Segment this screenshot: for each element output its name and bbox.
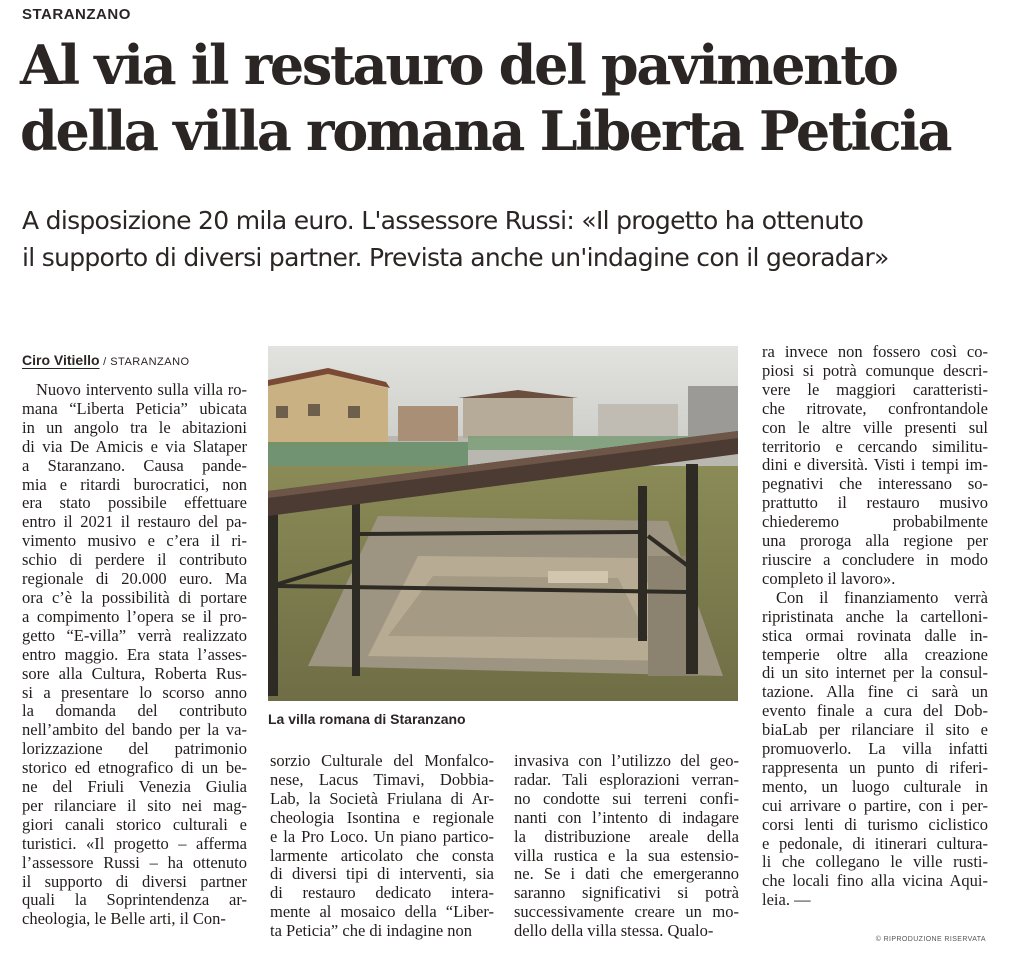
text-line: tazione. Alla fine ci sarà un [762,682,988,702]
railing [358,532,640,534]
text-line: a compimento l’opera se il pro- [22,606,247,626]
text-line: Con il finanziamento verrà [776,587,988,607]
text-line: la distribuzione areale della [514,826,739,846]
text-line: Lab, la Società Friulana di Ar- [270,788,494,808]
text-line: Nuovo intervento sulla villa ro- [36,380,247,399]
text-line: territorio e cercando similitu- [762,436,988,456]
text-line: biaLab per rilanciare il sito e [762,720,988,740]
villa-photo-illustration [268,346,738,701]
copyright-notice: © RIPRODUZIONE RISERVATA [875,936,986,943]
text-line: che locali fino alla vicina Aqui- [762,871,988,891]
text-line: che ritrovate, confrontandole [762,398,988,418]
text-line: chiederemo probabilmente [762,512,988,532]
text-line: nanti con l’intento di indagare [514,807,739,827]
text-line: dello della villa stessa. Qualo- [514,921,714,941]
text-line: radar. Tali esplorazioni verran- [514,769,739,789]
author-name: Ciro Vitiello [22,352,100,368]
subheading [22,202,1012,276]
subheading-line: il supporto di diversi partner. Prevista anche un'indagine con il georadar» [22,243,889,272]
text-line: entro il 2021 il restauro del pa- [22,512,247,532]
text-line: una proroga alla regione per [762,531,988,551]
text-line: entro maggio. Era stata l’asses- [22,644,247,664]
section-label: STARANZANO [22,6,131,23]
text-line: nell’ambito del bando per la va- [22,720,247,740]
text-line: cheologia, le Belle arti, il Con- [22,909,226,929]
text-line: sore alla Cultura, Roberta Rus- [22,663,247,683]
text-line: mana “Liberta Peticia” ubicata [22,398,247,418]
text-line: ora c’è la possibilità di portare [22,587,247,607]
text-line: quali la Soprintendenza ar- [22,890,247,910]
text-line: rappresenta un punto di riferi- [762,757,988,777]
text-line: leia. — [762,890,811,910]
text-line: nese, Lacus Timavi, Dobbia- [270,769,494,789]
shelter-post [268,511,278,696]
article-column-3 [514,752,739,941]
text-line: evento finale a cura del Dob- [762,701,988,721]
text-line: successivamente creare un mo- [514,902,739,922]
villa-photo [268,346,738,701]
text-line: larmente articolato che consta [270,845,494,865]
building [463,398,573,438]
text-line: di un sito internet per la consul- [762,663,988,683]
text-line: mia e ritardi burocratici, non [22,474,247,494]
building [688,386,738,436]
text-line: turistici. «Il progetto – afferma [22,833,247,853]
text-line: prattutto il restauro musivo [762,493,988,513]
text-line: piosi si potrà comunque descri- [762,360,988,380]
text-line: dini e diversità. Visti i tempi im- [762,455,988,475]
text-line: il supporto di diversi partner [22,871,247,891]
byline-location: STARANZANO [110,356,190,368]
text-line: mente al mosaico della “Liber- [270,902,494,922]
headline-line: della villa romana Liberta Peticia [20,99,951,163]
text-line: la domanda del contributo [22,701,247,721]
headline [20,32,1010,164]
text-line: temperie oltre alla creazione [762,644,988,664]
text-line: era stato possibile effettuare [22,493,247,513]
text-line: lorizzazione del patrimonio [22,739,247,759]
byline [22,352,190,368]
headline-line: Al via il restauro del pavimento [20,33,897,97]
text-line: di restauro dedicato intera- [270,883,494,903]
article-column-1 [22,381,247,929]
text-line: si a presentare lo scorso anno [22,682,247,702]
text-line: vimento musivo e c’era il ri- [22,531,247,551]
text-line: storico ed etnografico di un be- [22,758,247,778]
text-line: giori canali storico culturali e [22,814,247,834]
text-line: ra invece non fossero così co- [762,342,988,361]
text-line: stica ormai rovinata dalle in- [762,625,988,645]
text-line: ripristinata anche la cartelloni- [762,606,988,626]
text-line: corsi lenti di turismo ciclistico [762,814,988,834]
text-line: di via De Amicis e via Slataper [22,436,247,456]
text-line: di diversi tipi di interventi, sia [270,864,494,884]
text-line: cui arrivare o partire, con i per- [762,795,988,815]
text-line: no condotte sui terreni confi- [514,788,739,808]
article-column-2 [270,752,494,941]
text-line: saranno significativi si potrà [514,883,739,903]
text-line: completo il lavoro». [762,568,896,588]
text-line: con le altre ville presenti sul [762,417,988,437]
shelter-post [686,464,698,674]
text-line: pegnativi che interessano so- [762,474,988,494]
paragraph [762,589,988,910]
text-line: regionale di 20.000 euro. Ma [22,569,247,589]
text-line: in un angolo tra le abitazioni [22,417,247,437]
text-line: getto “E-villa” verrà realizzato [22,625,247,645]
text-line: ta Peticia” che di indagine non [270,921,473,941]
text-line: promuoverlo. La villa infatti [762,739,988,759]
green-fence [268,442,468,470]
text-line: e la Pro Loco. Un piano partico- [270,826,494,846]
byline-separator: / [99,356,111,368]
text-line: sorzio Culturale del Monfalco- [270,751,494,770]
text-line: li che collegano le ville rusti- [762,852,988,872]
subheading-line: A disposizione 20 mila euro. L'assessore Russi: «Il progetto ha ottenuto [22,206,864,235]
text-line: invasiva con l’utilizzo del geo- [514,751,739,770]
paragraph [762,343,988,589]
text-line: riuscire a concludere in modo [762,549,988,569]
shelter-post [638,486,647,641]
text-line: l’assessore Russi – ha ottenuto [22,852,247,872]
text-line: mento, un luogo culturale in [762,776,988,796]
text-line: vere le maggiori caratteristi- [762,379,988,399]
text-line: a Staranzano. Causa pande- [22,455,247,475]
text-line: ne. Se i dati che emergeranno [514,864,739,884]
photo-caption: La villa romana di Staranzano [268,711,466,727]
text-line: ne del Friuli Venezia Giulia [22,777,247,797]
article-column-4 [762,343,988,910]
text-line: e pedonale, di itinerari cultura- [762,833,988,853]
text-line: per rilanciare il sito nei mag- [22,795,247,815]
text-line: cheologia Isontina e regionale [270,807,494,827]
text-line: schio di perdere il contributo [22,550,247,570]
text-line: villa rustica e la sua estensio- [514,845,739,865]
